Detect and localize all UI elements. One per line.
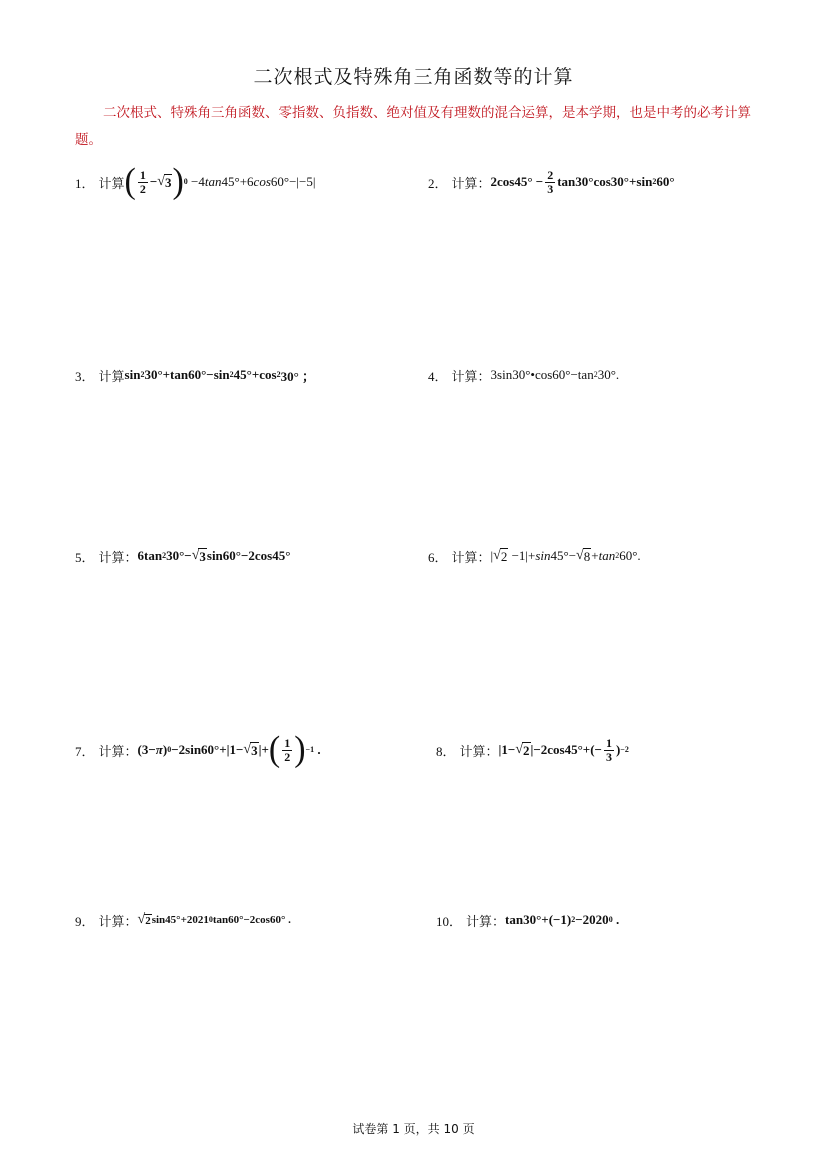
intro-text: 二次根式、特殊角三角函数、零指数、负指数、绝对值及有理数的混合运算，是本学期，也是中考的必考计算题。 [75, 105, 751, 148]
expression: −4 tan 45°+6 cos 60°−|−5| [187, 174, 316, 189]
problem-label: 计算 [98, 369, 125, 385]
problem-label: 计算： [98, 914, 138, 930]
problem-label: 计算： [451, 369, 491, 385]
problem-9 [75, 900, 291, 940]
problem-number: 7． [75, 743, 95, 759]
problem-label: 计算 [98, 176, 125, 192]
problem-number: 6． [428, 549, 448, 565]
problem-number: 8． [436, 743, 456, 759]
expression: sin 2 30°+tan60°−sin 2 45°+cos 2 30° ； [124, 367, 316, 384]
problem-number: 1． [75, 175, 95, 191]
problem-number: 3． [75, 368, 95, 384]
page-footer: 试卷第 1 页，共 10 页 [352, 1122, 475, 1136]
problem-5 [75, 536, 290, 576]
problem-8 [436, 730, 629, 770]
problem-4 [428, 355, 619, 395]
problem-number: 5． [75, 549, 95, 565]
problem-10 [436, 900, 619, 940]
page-title: 二次根式及特殊角三角函数等的计算 [253, 66, 574, 88]
expression: 3sin30°•cos60°−tan 2 30°. [490, 367, 620, 382]
problem-label: 计算： [466, 914, 506, 930]
problem-1 [75, 162, 315, 202]
expression: | √ 2 −1|+ sin 45°− √ 8 + tan 2 60°. [490, 548, 641, 564]
expression: 2cos45° − $\frac{2}{3}$ tan30°cos30°+sin 2 60° [490, 167, 675, 196]
problem-label: 计算： [451, 550, 491, 566]
expression: ( $\frac{1}{2}$ − √ 3 ) 0 [124, 162, 188, 201]
problem-label: 计算： [459, 744, 499, 760]
expression: 6tan 2 30°− √ 3 sin60°−2cos45° [137, 548, 291, 564]
problem-number: 9． [75, 913, 95, 929]
problem-3 [75, 355, 315, 395]
expression: √ 2 sin45°+2021 0 tan60°−2cos60° . [137, 912, 291, 927]
expression: |1− √ 2 |−2cos45°+(− $\frac{1}{3}$ ) −2 [498, 735, 629, 764]
problem-number: 10． [436, 913, 463, 929]
expression: (3− π ) 0 −2sin60°+|1− √ 3 |+ ( $\frac{1}{2}$ ) −1 . [137, 730, 321, 769]
expression: tan30°+(−1) 2 −2020 0 . [505, 912, 620, 927]
problem-number: 4． [428, 368, 448, 384]
problem-6 [428, 536, 641, 576]
problem-label: 计算： [98, 550, 138, 566]
problem-7 [75, 730, 321, 770]
problem-label: 计算： [451, 176, 491, 192]
problem-label: 计算： [98, 744, 138, 760]
problem-2 [428, 162, 675, 202]
problem-number: 2． [428, 175, 448, 191]
